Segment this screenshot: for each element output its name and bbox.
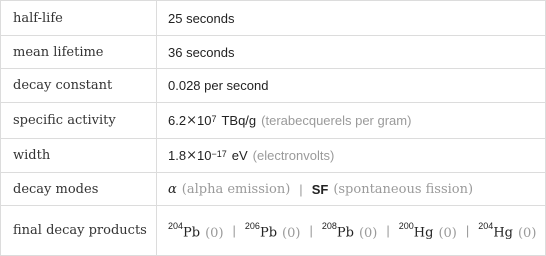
- element-symbol: Hg: [413, 225, 434, 241]
- amount: (0): [517, 225, 537, 241]
- base: 10: [196, 148, 212, 163]
- row-value: 25 seconds: [168, 10, 235, 26]
- exponent: 7: [211, 113, 217, 124]
- separator: |: [309, 223, 313, 239]
- row-half-life: [1, 1, 545, 35]
- base: 10: [196, 113, 212, 128]
- amount: (0): [205, 225, 224, 241]
- row-value: [157, 103, 545, 138]
- amount: (0): [358, 225, 378, 241]
- row-mean-lifetime: [1, 35, 545, 68]
- times-sign: ×: [186, 148, 197, 163]
- mantissa: 1.8: [168, 148, 187, 163]
- row-specific-activity: [1, 102, 545, 138]
- row-width: [1, 138, 545, 172]
- mass-number: 206: [244, 221, 260, 232]
- row-label: half-life: [1, 1, 157, 35]
- row-decay-constant: [1, 68, 545, 102]
- row-final-decay-products: [1, 205, 545, 255]
- element-symbol: Pb: [336, 225, 354, 241]
- unit-long: (terabecquerels per gram): [261, 113, 412, 128]
- nuclide: [399, 220, 457, 241]
- row-label: mean lifetime: [1, 36, 157, 68]
- row-value: [157, 206, 545, 255]
- mass-number: 200: [398, 221, 414, 232]
- row-label: final decay products: [1, 206, 157, 255]
- row-value: [157, 173, 545, 205]
- row-label: decay modes: [1, 173, 157, 205]
- mode-symbol: SF: [311, 181, 329, 197]
- times-sign: ×: [186, 113, 197, 128]
- nuclide: [168, 220, 224, 241]
- row-decay-modes: [1, 172, 545, 205]
- amount: (0): [282, 225, 301, 241]
- unit: eV: [231, 148, 248, 163]
- unit-long: (electronvolts): [252, 148, 335, 163]
- row-label: width: [1, 139, 157, 172]
- element-symbol: Pb: [183, 225, 201, 241]
- mass-number: 204: [168, 221, 184, 232]
- row-label: specific activity: [1, 103, 157, 138]
- separator: |: [465, 223, 470, 239]
- exponent: −17: [211, 148, 227, 159]
- separator: |: [386, 223, 390, 239]
- element-symbol: Pb: [259, 225, 278, 241]
- nuclide: [245, 220, 301, 241]
- row-value: 0.028 per second: [168, 78, 269, 93]
- separator: |: [232, 223, 236, 239]
- separator: |: [299, 181, 303, 197]
- unit: TBq/g: [221, 113, 257, 128]
- row-label: decay constant: [1, 69, 157, 102]
- mass-number: 204: [478, 221, 494, 232]
- element-symbol: Hg: [493, 225, 513, 241]
- mode-name: (alpha emission): [181, 181, 291, 197]
- mass-number: 208: [321, 221, 337, 232]
- nuclide: [322, 220, 378, 241]
- amount: (0): [438, 225, 457, 241]
- nuclide: [478, 220, 536, 241]
- mantissa: 6.2: [168, 113, 187, 128]
- mode-symbol: α: [168, 181, 177, 197]
- row-value: [157, 139, 545, 172]
- mode-name: (spontaneous fission): [333, 181, 474, 197]
- row-value: 36 seconds: [168, 44, 235, 60]
